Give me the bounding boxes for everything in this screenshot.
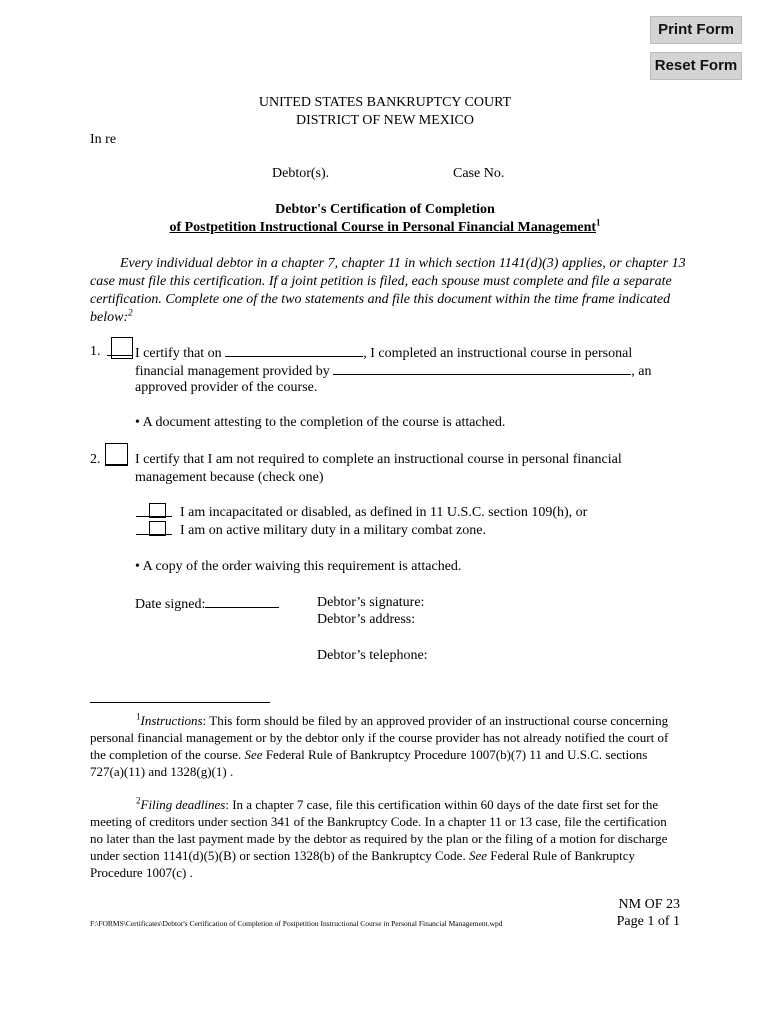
- item2-line1: I certify that I am not required to complete an instructional course in personal financial: [135, 452, 622, 467]
- date-signed-field[interactable]: [205, 595, 279, 608]
- military-underline: [136, 534, 172, 535]
- footnote-1: [90, 712, 680, 780]
- item1-number: 1.: [90, 344, 101, 359]
- intro-paragraph: [90, 255, 690, 327]
- item1-text-c: financial management provided by: [135, 364, 334, 379]
- course-provider-field[interactable]: [333, 362, 631, 375]
- date-signed-label: [135, 595, 279, 613]
- footnote-2-marker: 2: [136, 795, 141, 806]
- footnote-2-text2: Federal Rule of Bankruptcy Procedure 1007(c) .: [90, 848, 636, 880]
- item2-bullet: • A copy of the order waiving this requirement is attached.: [135, 559, 462, 574]
- item1-line1: [135, 344, 632, 362]
- item2-number: 2.: [90, 452, 101, 467]
- debtor-address-label: Debtor’s address:: [317, 612, 416, 627]
- footnote-ref-2: 2: [128, 307, 133, 318]
- footnote-1-text2: Federal Rule of Bankruptcy Procedure 1007(b)(7) 11 and U.S.C. sections 727(a)(11) and 1328(g)(1) .: [90, 747, 648, 779]
- item1-bullet: • A document attesting to the completion of the course is attached.: [135, 415, 506, 430]
- completion-date-field[interactable]: [225, 344, 363, 357]
- item1-text-a: I certify that on: [135, 346, 226, 361]
- form-subtitle: [0, 217, 770, 236]
- item1-line2: [135, 362, 651, 380]
- case-no-label: Case No.: [453, 166, 505, 181]
- form-number: NM OF 23: [618, 897, 680, 912]
- form-title: Debtor's Certification of Completion: [275, 202, 495, 217]
- footnote-2-text: : In a chapter 7 case, file this certification within 60 days of the date first set for the meeting of creditors under section 341 of the Bankruptcy Code. In a chapter 11 or 13 case, file the certification no later than the last payment made by the debtor as required by the plan or the filing of a motion for discharge under section 1141(d)(5)(B) or section 1328(b) of the Bankruptcy Code.: [90, 797, 668, 863]
- file-path: F:\FORMS\Certificates\Debtor's Certification of Completion of Postpetition Instructional Course in Personal Financial Management.wpd: [90, 919, 503, 928]
- military-option-label: I am on active military duty in a military combat zone.: [180, 523, 486, 538]
- item1-line3: approved provider of the course.: [135, 380, 318, 395]
- footnote-1-see: See: [244, 747, 263, 762]
- court-name: UNITED STATES BANKRUPTCY COURT: [258, 95, 512, 110]
- item1-text-d: , an: [631, 364, 652, 379]
- footnote-1-text: : This form should be filed by an approved provider of an instructional course concerning personal financial management or by the debtor only if the course provider has not already notified the court of the completion of the course.: [90, 713, 669, 762]
- print-form-button[interactable]: Print Form: [650, 16, 742, 44]
- footnote-1-label: Instructions: [140, 713, 203, 728]
- item2-checkbox[interactable]: [105, 443, 128, 466]
- item1-text-b: , I completed an instructional course in personal: [363, 346, 633, 361]
- incapacitated-underline: [136, 516, 172, 517]
- item2-checkbox-underline: [105, 464, 127, 465]
- intro-text: Every individual debtor in a chapter 7, chapter 11 in which section 1141(d)(3) applies, or chapter 13 case must file this certification. If a joint petition is filed, each spouse must complete and file a separate certification. Complete one of the two statements and file this document within the time frame indicated below:: [90, 256, 686, 325]
- in-re-label: In re: [90, 132, 117, 147]
- item2-line2: management because (check one): [135, 470, 324, 485]
- date-signed-text: Date signed:: [135, 597, 206, 612]
- item1-checkbox-underline: [107, 355, 133, 356]
- footnote-1-marker: 1: [136, 711, 141, 722]
- district-name: DISTRICT OF NEW MEXICO: [296, 113, 474, 128]
- page-number: Page 1 of 1: [616, 914, 680, 929]
- debtor-signature-label: Debtor’s signature:: [317, 595, 425, 610]
- incapacitated-option-label: I am incapacitated or disabled, as defined in 11 U.S.C. section 109(h), or: [180, 505, 588, 520]
- footnote-2-label: Filing deadlines: [140, 797, 226, 812]
- debtors-label: Debtor(s).: [272, 166, 330, 181]
- debtor-telephone-label: Debtor’s telephone:: [317, 648, 428, 663]
- form-subtitle-text: of Postpetition Instructional Course in Personal Financial Management: [169, 220, 597, 235]
- footnote-2: [90, 796, 680, 881]
- footnote-2-see: See: [468, 848, 487, 863]
- footnote-ref-1: 1: [596, 217, 601, 228]
- footnote-separator: [90, 702, 270, 703]
- reset-form-button[interactable]: Reset Form: [650, 52, 742, 80]
